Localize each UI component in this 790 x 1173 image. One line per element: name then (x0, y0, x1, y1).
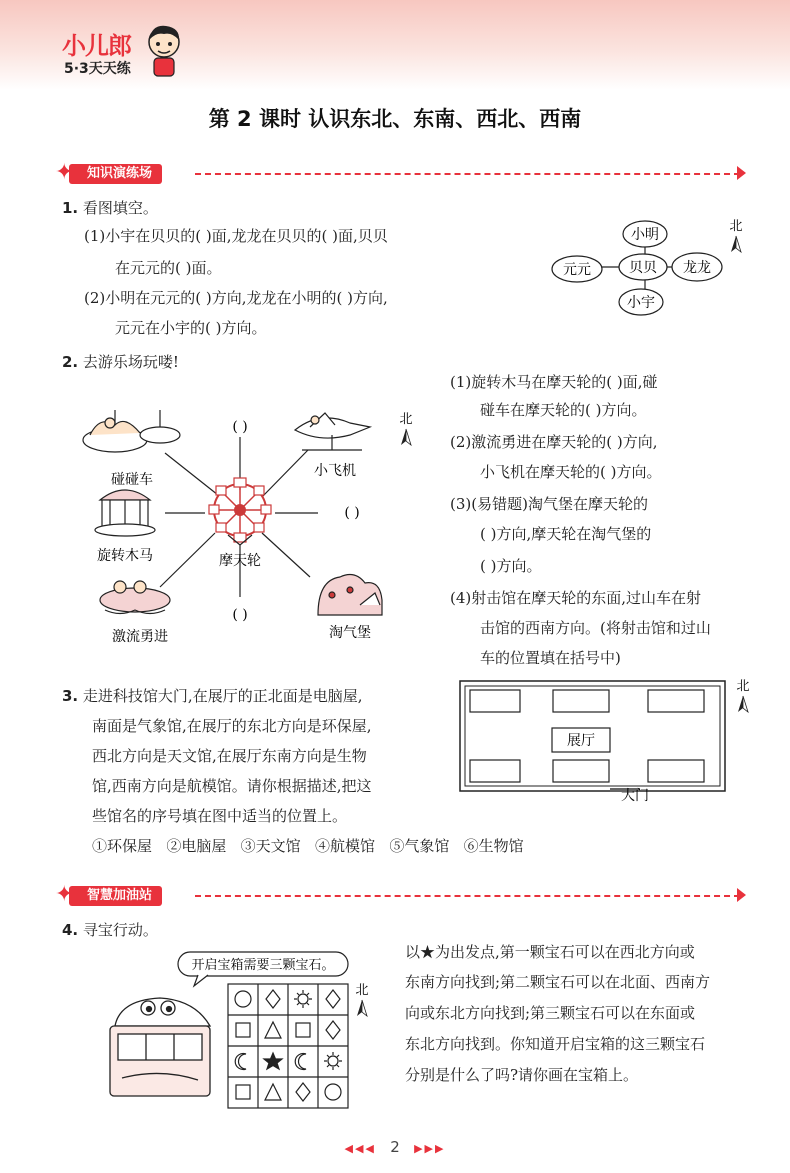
q3-option-5: ⑥生物馆 (463, 837, 524, 855)
q3-option-0: ①环保屋 (92, 837, 153, 855)
gem-triangle (265, 1022, 281, 1038)
q1-prompt (62, 198, 158, 218)
section-practice-label: 知识演练场 (69, 164, 162, 184)
q3-line-3: 馆,西南方向是航模馆。请你根据描述,把这 (92, 777, 372, 795)
gem-sun (294, 990, 312, 1008)
q4-prompt-text: 寻宝行动。 (82, 921, 158, 939)
gem-square (236, 1085, 250, 1099)
gem-moon (295, 1054, 306, 1070)
map-item-0: 碰碰车 (111, 472, 153, 488)
q1-node-right: 龙龙 (683, 260, 711, 276)
section-wisdom (55, 884, 755, 908)
map-blank-top: ( ) (232, 419, 248, 435)
section-wisdom-label: 智慧加油站 (69, 886, 162, 906)
q2-line-4: (3)(易错题)淘气堡在摩天轮的 (450, 495, 648, 513)
q1-line4: 元元在小宇的( )方向。 (115, 319, 267, 337)
q1-node-center: 贝贝 (629, 260, 657, 276)
q1-prompt-text: 看图填空。 (82, 199, 158, 217)
divider (195, 173, 740, 175)
q4-treasure-diagram (100, 948, 390, 1118)
q3-number: 3. (62, 687, 79, 705)
q2-map (70, 405, 420, 660)
bubble-text: 开启宝箱需要三颗宝石。 (191, 958, 335, 973)
q4-line-1: 东南方向找到;第二颗宝石可以在北面、西南方 (405, 973, 711, 991)
map-item-3: 激流勇进 (112, 629, 168, 645)
airplane-icon (295, 413, 370, 450)
q3-option-2: ③天文馆 (240, 837, 301, 855)
gem-diamond (266, 990, 280, 1008)
star-icon: ✦ (55, 160, 74, 185)
q1-line2: 在元元的( )面。 (115, 259, 222, 277)
carousel-icon (95, 490, 155, 536)
arrow-right-icon (737, 888, 746, 902)
map-item-4: 淘气堡 (329, 625, 371, 641)
arrow-right-icon (737, 166, 746, 180)
mascot-icon (144, 22, 184, 78)
gem-triangle (265, 1084, 281, 1100)
castle-icon (318, 575, 382, 615)
q3-line-0 (62, 686, 362, 706)
q2-line-6: ( )方向。 (480, 557, 542, 575)
q4-line-3: 东北方向找到。你知道开启宝箱的这三颗宝石 (405, 1035, 706, 1053)
gem-square (296, 1023, 310, 1037)
map-item-2: 旋转木马 (97, 548, 153, 564)
q1-node-top: 小明 (631, 227, 659, 243)
page-footer (0, 1138, 790, 1156)
q3-line-1: 南面是气象馆,在展厅的东北方向是环保屋, (92, 717, 372, 735)
q3-option-1: ②电脑屋 (166, 837, 227, 855)
q2-line-8: 击馆的西南方向。(将射击馆和过山 (480, 619, 711, 637)
q3-line-4: 些馆名的序号填在图中适当的位置上。 (92, 807, 348, 825)
logo (62, 22, 182, 82)
q3-options (92, 836, 524, 856)
page-number: 2 (390, 1138, 400, 1156)
gem-diamond (296, 1083, 310, 1101)
q4-line-4: 分别是什么了吗?请你画在宝箱上。 (405, 1066, 639, 1084)
page-next-icon: ▶▶▶ (414, 1142, 446, 1155)
q2-number: 2. (62, 353, 79, 371)
q4-line-2: 向或东北方向找到;第三颗宝石可以在东面或 (405, 1004, 696, 1022)
q4-north-label: 北 (355, 983, 369, 998)
map-item-1: 小飞机 (314, 463, 356, 479)
lesson-title: 第 2 课时 认识东北、东南、西北、西南 (208, 107, 582, 131)
bumper-car-icon (83, 410, 180, 452)
rafting-icon (100, 581, 170, 614)
gem-moon (235, 1054, 246, 1070)
q3-floorplan (455, 676, 760, 808)
q2-line-7: (4)射击馆在摩天轮的东面,过山车在射 (450, 589, 702, 607)
star-icon: ✦ (55, 882, 74, 907)
section-practice (55, 162, 755, 186)
q1-node-bottom: 小宇 (627, 295, 655, 311)
gem-circle (235, 991, 251, 1007)
north-arrow-icon (731, 236, 736, 252)
q1-north-label: 北 (729, 219, 743, 234)
q3-line-2: 西北方向是天文馆,在展厅东南方向是生物 (92, 747, 367, 765)
q2-line-3: 小飞机在摩天轮的( )方向。 (480, 463, 662, 481)
q1-number: 1. (62, 199, 79, 217)
q2-line-2: (2)激流勇进在摩天轮的( )方向, (450, 433, 658, 451)
q4-number: 4. (62, 921, 79, 939)
gem-circle (325, 1084, 341, 1100)
hall-label: 展厅 (567, 733, 595, 749)
gem-sun (324, 1052, 342, 1070)
map-center-label: 摩天轮 (219, 553, 261, 569)
gem-diamond (326, 990, 340, 1008)
q4-prompt (62, 920, 158, 940)
north-arrow-icon (738, 696, 743, 712)
q4-line-0: 以★为出发点,第一颗宝石可以在西北方向或 (405, 943, 695, 961)
q3-north-label: 北 (736, 679, 750, 694)
q2-north-label: 北 (399, 412, 413, 427)
north-arrow-icon (357, 1000, 362, 1016)
q2-line-0: (1)旋转木马在摩天轮的( )面,碰 (450, 373, 658, 391)
gem-diamond (326, 1021, 340, 1039)
treasure-chest-icon (110, 998, 210, 1096)
q2-line-9: 车的位置填在括号中) (480, 649, 621, 667)
q1-node-left: 元元 (563, 262, 591, 278)
star-start-icon (264, 1053, 282, 1069)
gem-square (236, 1023, 250, 1037)
series-name: 5·3天天练 (64, 61, 131, 77)
q3-option-4: ⑤气象馆 (389, 837, 450, 855)
map-blank-bottom: ( ) (232, 607, 248, 623)
q2-prompt-text: 去游乐场玩喽! (82, 353, 179, 371)
north-arrow-icon (401, 429, 406, 445)
q2-line-1: 碰车在摩天轮的( )方向。 (480, 401, 647, 419)
q1-line3: (2)小明在元元的( )方向,龙龙在小明的( )方向, (84, 289, 388, 307)
divider (195, 895, 740, 897)
brand-name: 小儿郎 (62, 32, 131, 60)
q3-line-0-text: 走进科技馆大门,在展厅的正北面是电脑屋, (82, 687, 363, 705)
q2-line-5: ( )方向,摩天轮在淘气堡的 (480, 525, 652, 543)
page-prev-icon: ◀◀◀ (344, 1142, 376, 1155)
q1-line1: (1)小宇在贝贝的( )面,龙龙在贝贝的( )面,贝贝 (84, 227, 388, 245)
gate-label: 大门 (621, 788, 649, 804)
q2-prompt (62, 352, 179, 372)
q1-diagram (540, 212, 750, 324)
ferris-wheel-icon (209, 478, 271, 545)
map-blank-right: ( ) (344, 505, 360, 521)
q3-option-3: ④航模馆 (314, 837, 375, 855)
